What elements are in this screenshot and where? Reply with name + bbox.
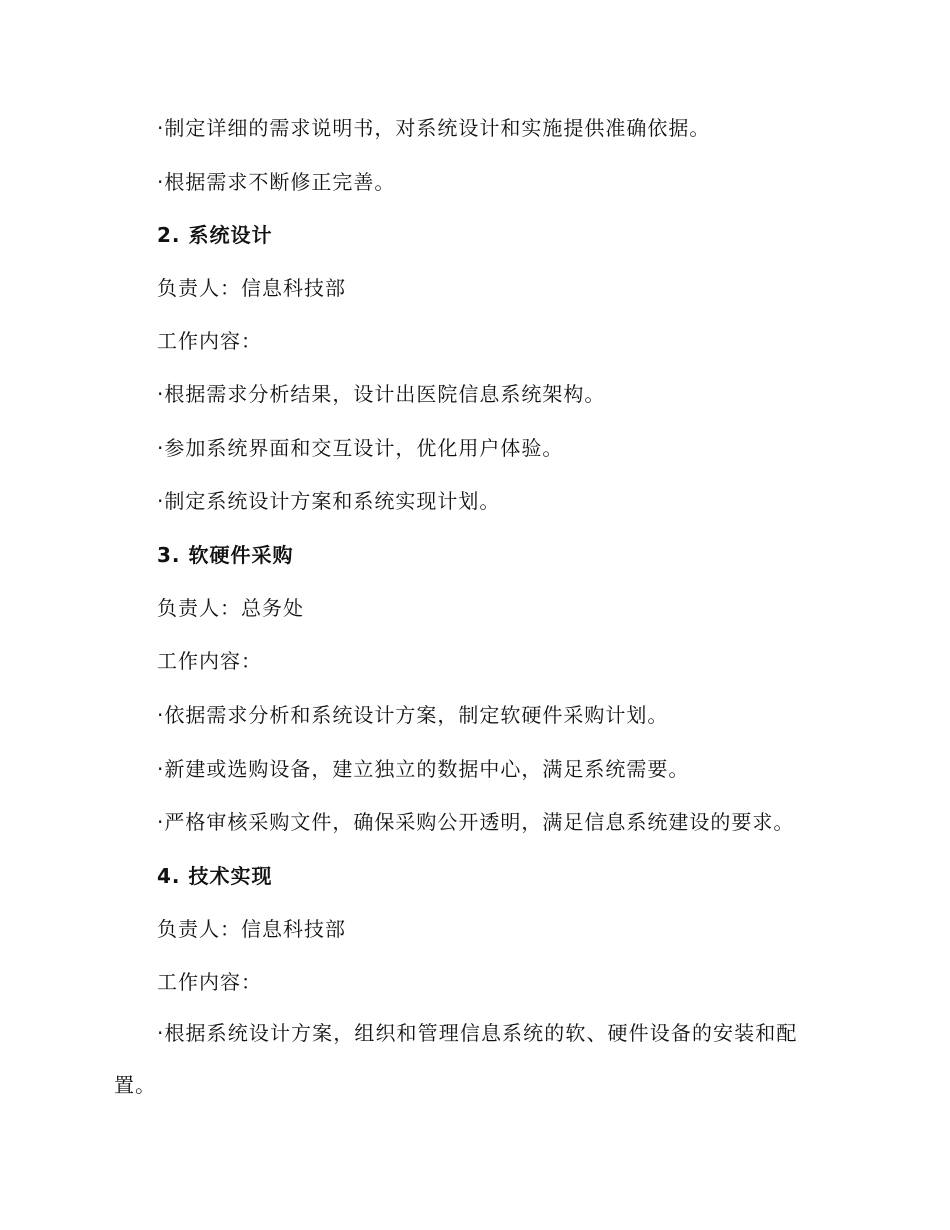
bullet-requirements-revise: ·根据需求不断修正完善。 (157, 170, 396, 194)
owner-system-design: 负责人：信息科技部 (157, 276, 346, 300)
bullet-procurement-1: ·依据需求分析和系统设计方案，制定软硬件采购计划。 (157, 703, 669, 727)
bullet-procurement-3: ·严格审核采购文件，确保采购公开透明，满足信息系统建设的要求。 (157, 810, 795, 834)
owner-implementation: 负责人：信息科技部 (157, 917, 346, 941)
section-heading-procurement: 3. 软硬件采购 (157, 543, 294, 567)
section-heading-system-design: 2. 系统设计 (157, 223, 273, 247)
bullet-requirements-spec: ·制定详细的需求说明书，对系统设计和实施提供准确依据。 (157, 116, 711, 140)
content-label-system-design: 工作内容： (157, 329, 262, 353)
bullet-system-design-2: ·参加系统界面和交互设计，优化用户体验。 (157, 436, 564, 460)
bullet-system-design-3: ·制定系统设计方案和系统实现计划。 (157, 489, 501, 513)
content-label-procurement: 工作内容： (157, 649, 262, 673)
bullet-implementation-1: ·根据系统设计方案，组织和管理信息系统的软、硬件设备的安装和配置。 (114, 1021, 798, 1097)
content-label-implementation: 工作内容： (157, 970, 262, 994)
bullet-procurement-2: ·新建或选购设备，建立独立的数据中心，满足系统需要。 (157, 757, 690, 781)
bullet-system-design-1: ·根据需求分析结果，设计出医院信息系统架构。 (157, 382, 606, 406)
section-heading-implementation: 4. 技术实现 (157, 864, 273, 888)
owner-procurement: 负责人：总务处 (157, 596, 304, 620)
